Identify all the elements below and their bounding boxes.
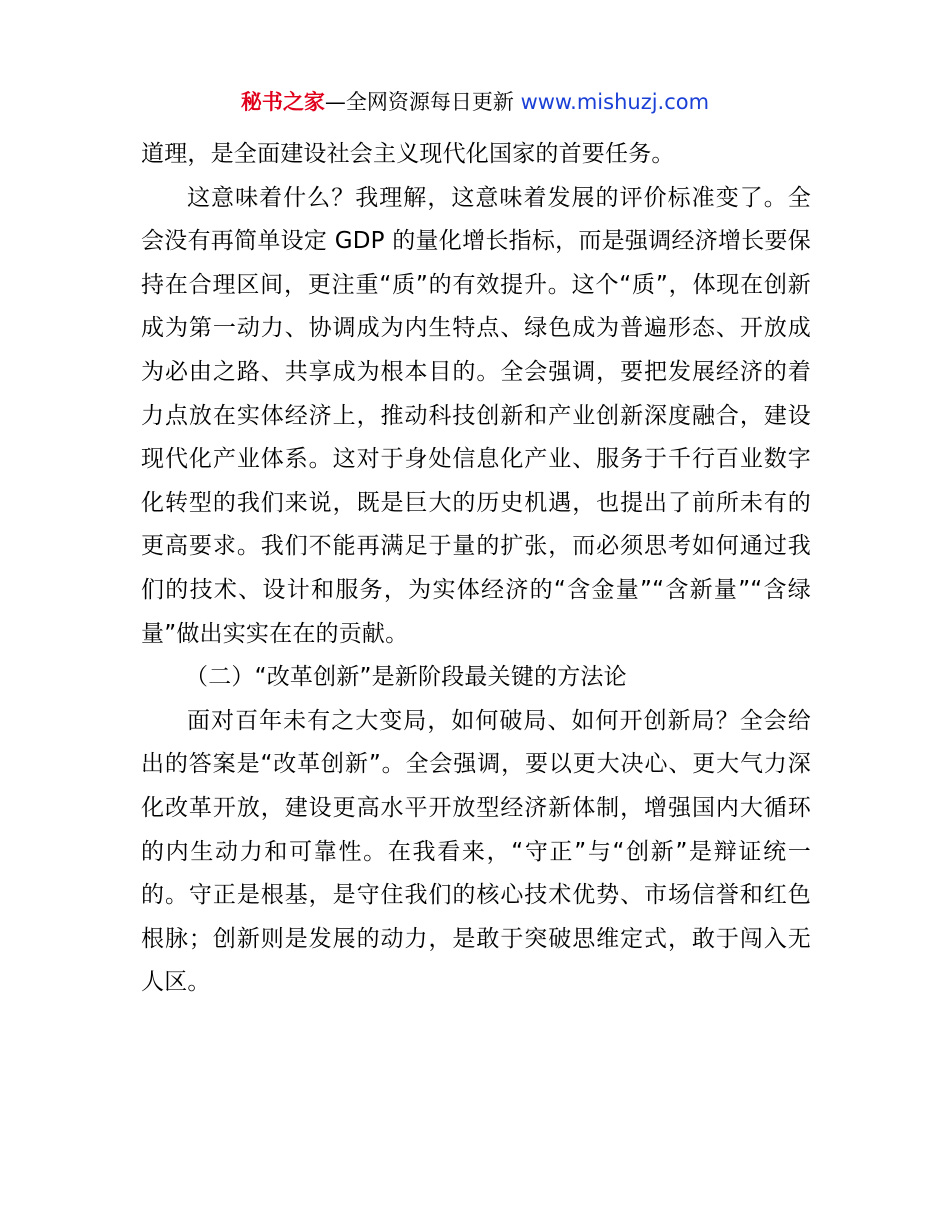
paragraph-reform-innovation: 面对百年未有之大变局，如何破局、如何开创新局？全会给出的答案是“改革创新”。全会强调，要以更大决心、更大气力深化改革开放，建设更高水平开放型经济新体制，增强国内大循环的内生动力和可靠性。在我看来，“守正”与“创新”是辩证统一的。守正是根基，是守住我们的核心技术优势、市场信誉和红色根脉；创新则是发展的动力，是敢于突破思维定式，敢于闯入无人区。 [141,707,811,996]
site-url-link[interactable]: www.mishuzj.com [520,90,710,114]
site-brand: 秘书之家 [240,90,325,114]
site-header [0,86,950,118]
paragraph-continuation: 道理，是全面建设社会主义现代化国家的首要任务。 [141,141,675,167]
paragraph-meaning: 这意味着什么？我理解，这意味着发展的评价标准变了。全会没有再简单设定 GDP 的量化增长指标，而是强调经济增长要保持在合理区间，更注重“质”的有效提升。这个“质”，体现在创新成为第一动力、协调成为内生特点、绿色成为普遍形态、开放成为必由之路、共享成为根本目的。全会强调，要把发展经济的着力点放在实体经济上，推动科技创新和产业创新深度融合，建设现代化产业体系。这对于身处信息化产业、服务于千行百业数字化转型的我们来说，既是巨大的历史机遇，也提出了前所未有的更高要求。我们不能再满足于量的扩张，而必须思考如何通过我们的技术、设计和服务，为实体经济的“含金量”“含新量”“含绿量”做出实实在在的贡献。 [141,184,811,647]
section-heading: （二）“改革创新”是新阶段最关键的方法论 [185,664,627,691]
document-body [141,133,811,1005]
site-tagline: —全网资源每日更新 [324,90,521,114]
